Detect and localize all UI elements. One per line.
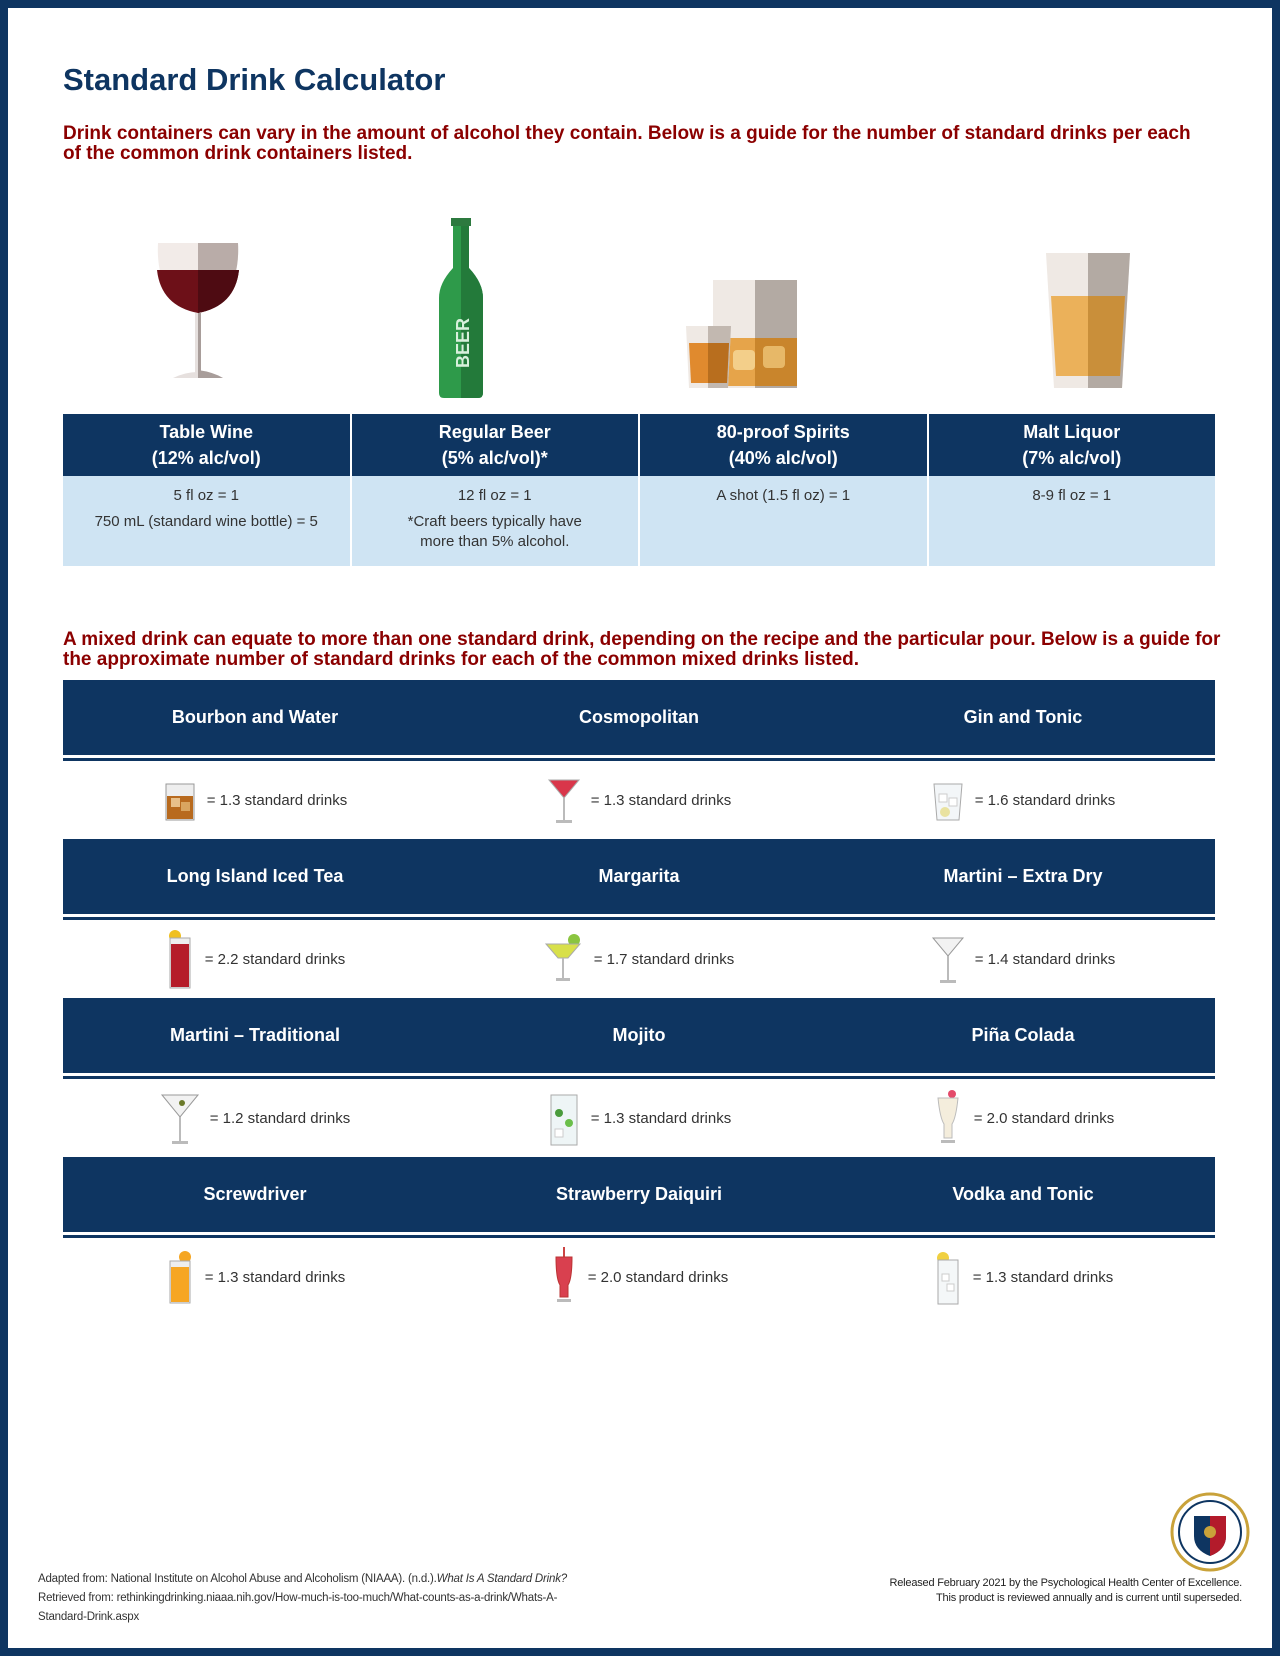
container-abv: (5% alc/vol)* xyxy=(441,448,548,468)
drink-name: Long Island Iced Tea xyxy=(166,866,344,886)
drink-name: Gin and Tonic xyxy=(963,707,1083,727)
container-header xyxy=(929,414,1216,476)
defense-health-agency-seal xyxy=(1170,1492,1250,1572)
citation-text: Adapted from: National Institute on Alcohol Abuse and Alcoholism (NIAAA). (n.d.). xyxy=(38,1573,437,1585)
container-header xyxy=(640,414,929,476)
drink-name: Bourbon and Water xyxy=(171,707,339,727)
mixed-value-row xyxy=(63,920,1215,998)
daiquiri-glass-icon xyxy=(550,1247,578,1307)
containers-body-row xyxy=(63,476,1215,566)
tumbler-icon xyxy=(931,776,965,824)
container-name: Table Wine xyxy=(159,422,253,442)
vodka-tonic-icon xyxy=(933,1248,963,1306)
hurricane-glass-icon xyxy=(932,1088,964,1148)
mixed-value-row xyxy=(63,1238,1215,1316)
citation-url: Retrieved from: rethinkingdrinking.niaaa.nih.gov/How-much-is-too-much/What-counts-as-a-drink/Whats-A-Standard-Drink.aspx xyxy=(38,1592,558,1623)
container-abv: (40% alc/vol) xyxy=(728,448,838,468)
drink-value: = 1.3 standard drinks xyxy=(590,1109,732,1127)
mixed-header-row xyxy=(63,998,1215,1076)
container-name: 80-proof Spirits xyxy=(716,422,850,442)
page-title: Standard Drink Calculator xyxy=(63,62,446,97)
drink-value-cell xyxy=(63,1238,447,1316)
mixed-header-row xyxy=(63,680,1215,758)
drink-value: = 1.3 standard drinks xyxy=(204,1268,346,1286)
drink-value-cell xyxy=(447,1079,831,1157)
containers-header-row xyxy=(63,414,1215,476)
container-detail-line: 12 fl oz = 1 xyxy=(457,487,532,504)
drink-name: Mojito xyxy=(612,1025,666,1045)
mojito-glass-icon xyxy=(547,1089,581,1147)
drink-value: = 1.2 standard drinks xyxy=(209,1109,351,1127)
rocks-glass-icon xyxy=(163,776,197,824)
container-detail-line: *Craft beers typically have xyxy=(407,513,582,530)
cocktail-glass-icon xyxy=(547,774,581,826)
release-note xyxy=(822,1576,1242,1606)
review-note: This product is reviewed annually and is current until superseded. xyxy=(936,1592,1242,1604)
drink-value-cell xyxy=(831,1238,1215,1316)
beer-bottle-icon xyxy=(431,218,491,398)
drink-value: = 1.3 standard drinks xyxy=(972,1268,1114,1286)
martini-olive-icon xyxy=(160,1089,200,1147)
drink-name: Martini – Traditional xyxy=(169,1025,341,1045)
drink-name: Strawberry Daiquiri xyxy=(555,1184,723,1204)
spirits-glasses-icon xyxy=(683,218,813,398)
mixed-header-row xyxy=(63,1157,1215,1235)
drink-name: Vodka and Tonic xyxy=(952,1184,1094,1204)
highball-icon xyxy=(165,928,195,990)
containers-intro: Drink containers can vary in the amount of alcohol they contain. Below is a guide for the number of standard drinks per each of the common drink containers listed. xyxy=(63,123,1191,164)
mixed-value-row xyxy=(63,1079,1215,1157)
drink-value-cell xyxy=(63,761,447,839)
container-header xyxy=(63,414,352,476)
drink-value: = 2.2 standard drinks xyxy=(204,950,346,968)
drink-name: Screwdriver xyxy=(203,1184,307,1204)
screwdriver-glass-icon xyxy=(165,1249,195,1305)
source-citation xyxy=(38,1570,598,1627)
drink-name: Margarita xyxy=(598,866,680,886)
drink-value: = 1.4 standard drinks xyxy=(974,950,1116,968)
container-detail-line: 5 fl oz = 1 xyxy=(173,487,239,504)
drink-value: = 2.0 standard drinks xyxy=(587,1268,729,1286)
container-detail xyxy=(929,476,1216,566)
container-detail-line: 8-9 fl oz = 1 xyxy=(1032,487,1112,504)
drink-value-cell xyxy=(63,920,447,998)
container-header xyxy=(352,414,641,476)
container-detail xyxy=(63,476,352,566)
citation-title: What Is A Standard Drink? xyxy=(436,1573,567,1585)
mixed-drinks-grid xyxy=(63,680,1215,1316)
drink-name: Martini – Extra Dry xyxy=(943,866,1103,886)
container-name: Regular Beer xyxy=(438,422,551,442)
drink-value-cell xyxy=(831,920,1215,998)
container-detail-line: 750 mL (standard wine bottle) = 5 xyxy=(94,513,318,530)
drink-value-cell xyxy=(447,761,831,839)
drink-value: = 1.3 standard drinks xyxy=(206,791,348,809)
drink-value: = 1.3 standard drinks xyxy=(590,791,732,809)
container-abv: (12% alc/vol) xyxy=(151,448,261,468)
drink-name: Piña Colada xyxy=(971,1025,1075,1045)
drink-value: = 2.0 standard drinks xyxy=(973,1109,1115,1127)
drink-value-cell xyxy=(831,1079,1215,1157)
mixed-header-row xyxy=(63,839,1215,917)
mixed-value-row xyxy=(63,761,1215,839)
wine-glass-icon xyxy=(143,218,253,398)
release-date: Released February 2021 by the Psychological Health Center of Excellence. xyxy=(889,1577,1242,1589)
beer-label: BEER xyxy=(453,317,473,368)
container-illustrations xyxy=(63,218,1215,413)
containers-table xyxy=(63,414,1215,566)
margarita-glass-icon xyxy=(544,932,584,986)
mixed-drinks-intro: A mixed drink can equate to more than one standard drink, depending on the recipe and the particular pour. Below is a guide for the approximate number of standard drinks for each of the common mixed drinks listed. xyxy=(63,629,1221,670)
pint-glass-icon xyxy=(1038,218,1138,398)
drink-value: = 1.7 standard drinks xyxy=(593,950,735,968)
container-detail-line: A shot (1.5 fl oz) = 1 xyxy=(716,487,851,504)
container-detail xyxy=(352,476,641,566)
container-abv: (7% alc/vol) xyxy=(1022,448,1122,468)
drink-value-cell xyxy=(831,761,1215,839)
drink-value-cell xyxy=(63,1079,447,1157)
drink-value-cell xyxy=(447,920,831,998)
drink-value-cell xyxy=(447,1238,831,1316)
martini-glass-icon xyxy=(931,932,965,986)
drink-value: = 1.6 standard drinks xyxy=(974,791,1116,809)
container-detail-line: more than 5% alcohol. xyxy=(420,533,570,550)
drink-name: Cosmopolitan xyxy=(579,707,699,727)
container-detail xyxy=(640,476,929,566)
container-name: Malt Liquor xyxy=(1023,422,1121,442)
